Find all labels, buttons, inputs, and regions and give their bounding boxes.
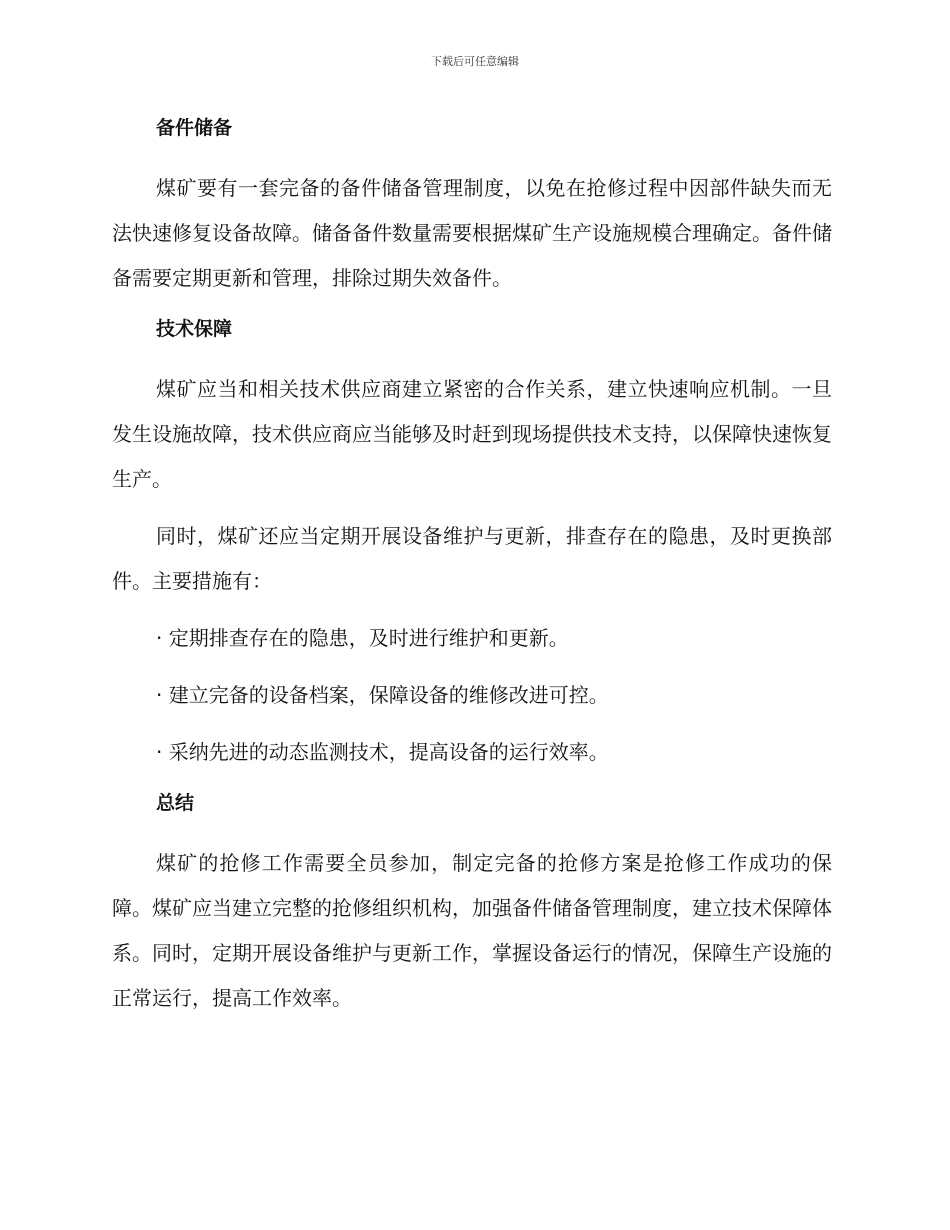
section-heading-summary: 总结 xyxy=(156,792,195,814)
section-heading-spare-parts: 备件储备 xyxy=(156,117,233,139)
bullet-item-1: · 定期排查存在的隐患，及时进行维护和更新。 xyxy=(156,626,569,650)
paragraph-spare-parts: 煤矿要有一套完备的备件储备管理制度，以免在抢修过程中因部件缺失而无法快速修复设备故障。储备备件数量需要根据煤矿生产设施规模合理确定。备件储备需要定期更新和管理，排除过期失效备件。 xyxy=(112,176,832,290)
paragraph-tech-support-1: 煤矿应当和相关技术供应商建立紧密的合作关系，建立快速响应机制。一旦发生设施故障，技术供应商应当能够及时赶到现场提供技术支持，以保障快速恢复生产。 xyxy=(112,377,832,491)
bullet-item-2: · 建立完备的设备档案，保障设备的维修改进可控。 xyxy=(156,683,609,707)
section-heading-tech-support: 技术保障 xyxy=(156,318,233,340)
paragraph-tech-support-2: 同时，煤矿还应当定期开展设备维护与更新，排查存在的隐患，及时更换部件。主要措施有： xyxy=(112,524,832,593)
document-body xyxy=(112,112,832,1033)
bullet-item-3: · 采纳先进的动态监测技术，提高设备的运行效率。 xyxy=(156,740,609,764)
page-header: 下载后可任意编辑 xyxy=(431,55,519,68)
paragraph-summary: 煤矿的抢修工作需要全员参加，制定完备的抢修方案是抢修工作成功的保障。煤矿应当建立完整的抢修组织机构，加强备件储备管理制度，建立技术保障体系。同时，定期开展设备维护与更新工作，掌握设备运行的情况，保障生产设施的正常运行，提高工作效率。 xyxy=(112,851,832,1010)
